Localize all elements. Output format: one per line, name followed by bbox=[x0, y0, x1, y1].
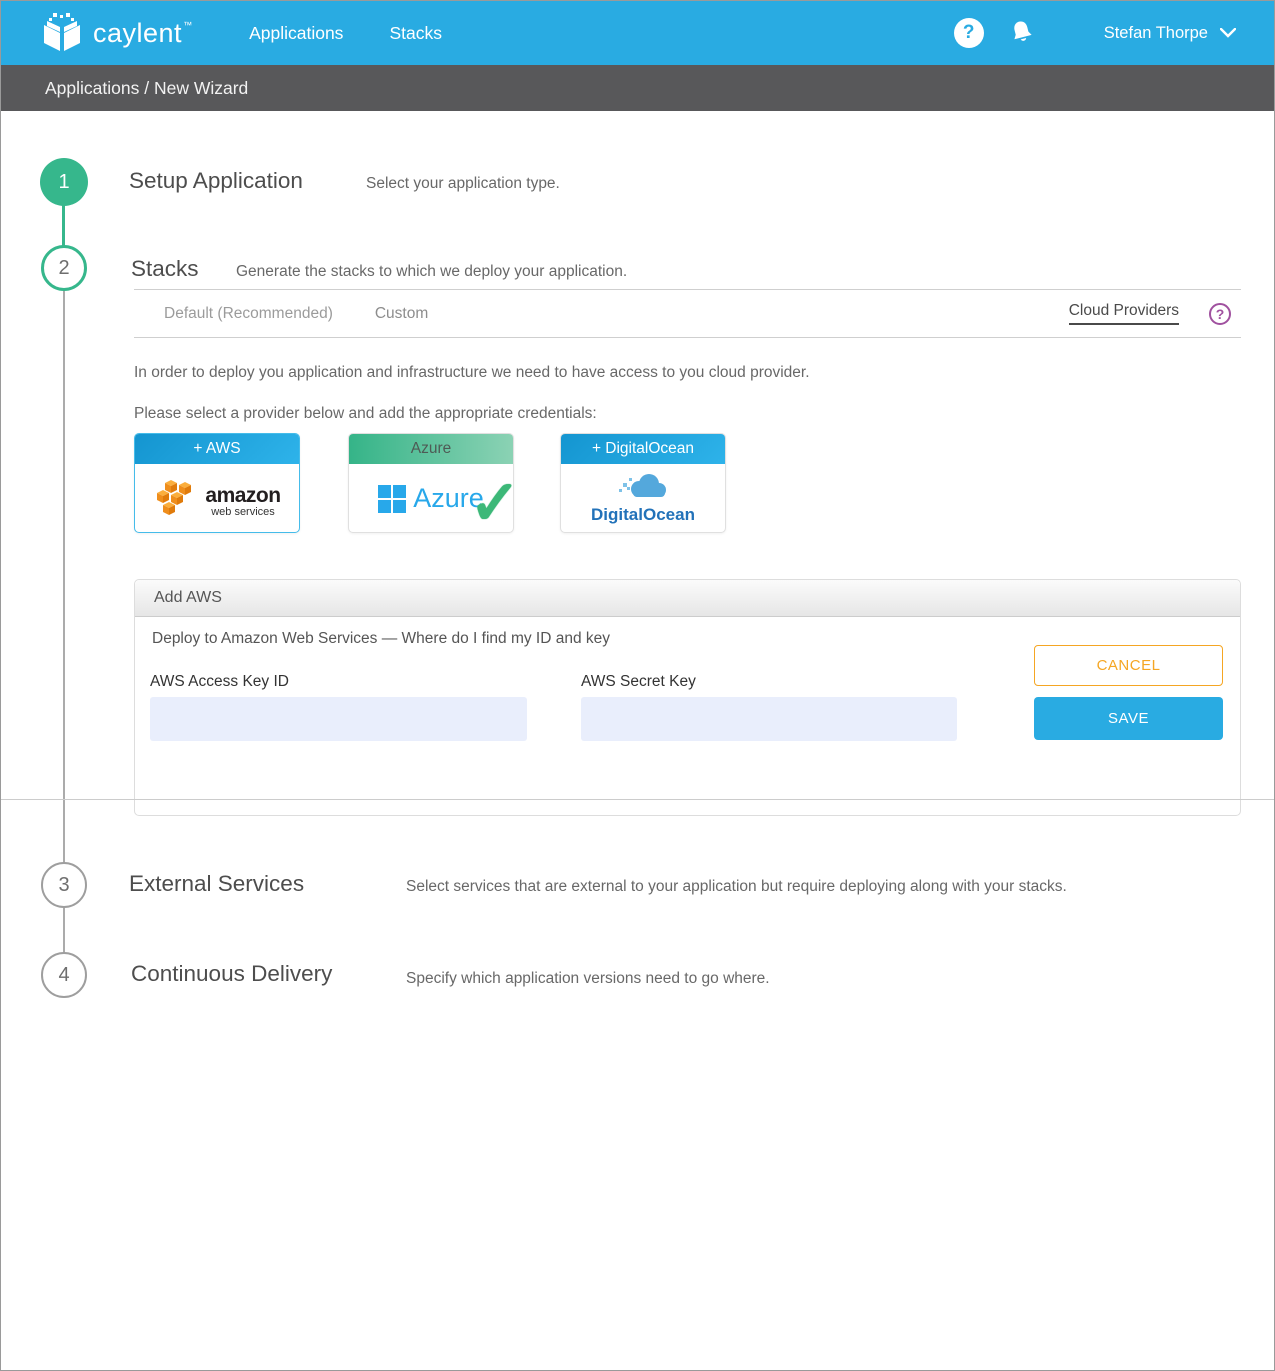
step-2-indicator[interactable]: 2 bbox=[41, 245, 87, 291]
step-3-subtitle: Select services that are external to your application but require deploying along with your stacks. bbox=[406, 878, 1067, 895]
add-aws-panel bbox=[134, 579, 1241, 816]
step-4-subtitle: Specify which application versions need to go where. bbox=[406, 970, 770, 987]
aws-access-key-id-input[interactable] bbox=[150, 697, 527, 741]
amazon-wordmark-sub: web services bbox=[211, 505, 275, 518]
azure-selected-check-icon: ✓ bbox=[469, 469, 521, 538]
nav-applications[interactable]: Applications bbox=[249, 22, 344, 43]
digitalocean-logo bbox=[561, 464, 725, 533]
step-2-title: Stacks bbox=[131, 256, 199, 281]
nav-stacks[interactable]: Stacks bbox=[389, 22, 442, 43]
azure-flag-icon bbox=[378, 485, 406, 513]
chevron-down-icon bbox=[1220, 28, 1236, 38]
topbar-right bbox=[954, 18, 1236, 48]
step-3-title: External Services bbox=[129, 871, 305, 896]
cloud-provider-intro-line2: Please select a provider below and add the appropriate credentials: bbox=[134, 405, 597, 422]
brand bbox=[41, 13, 191, 53]
amazon-cubes-icon bbox=[153, 480, 201, 518]
stacks-tab-bar bbox=[134, 289, 1241, 338]
digitalocean-cloud-icon bbox=[615, 473, 671, 499]
user-name: Stefan Thorpe bbox=[1103, 23, 1208, 42]
user-menu[interactable] bbox=[1104, 24, 1236, 43]
step-2-subtitle: Generate the stacks to which we deploy your application. bbox=[236, 263, 628, 280]
save-button[interactable]: SAVE bbox=[1034, 697, 1223, 740]
provider-card-aws[interactable] bbox=[134, 433, 300, 533]
step-1-subtitle: Select your application type. bbox=[366, 175, 560, 192]
cloud-providers-help-icon[interactable] bbox=[1209, 303, 1231, 325]
wizard-content bbox=[1, 111, 1275, 1371]
help-icon[interactable] bbox=[954, 18, 984, 48]
provider-card-digitalocean[interactable] bbox=[560, 433, 726, 533]
breadcrumb[interactable]: Applications / New Wizard bbox=[45, 77, 249, 98]
caylent-logo-icon bbox=[41, 13, 83, 53]
cloud-provider-intro-line1: In order to deploy you application and infrastructure we need to have access to you cloud provider. bbox=[134, 364, 810, 381]
tab-cloud-providers[interactable]: Cloud Providers bbox=[1069, 302, 1179, 325]
topbar bbox=[1, 1, 1274, 65]
add-aws-description: Deploy to Amazon Web Services — Where do I find my ID and key bbox=[152, 630, 611, 647]
step-1-indicator[interactable]: 1 bbox=[40, 158, 88, 206]
cancel-button[interactable]: CANCEL bbox=[1034, 645, 1223, 686]
digitalocean-wordmark: DigitalOcean bbox=[591, 504, 695, 524]
aws-logo bbox=[135, 464, 299, 533]
aws-access-key-id-label: AWS Access Key ID bbox=[150, 673, 289, 690]
step-4-indicator[interactable]: 4 bbox=[41, 952, 87, 998]
aws-secret-key-label: AWS Secret Key bbox=[581, 673, 696, 690]
add-aws-panel-title: Add AWS bbox=[135, 580, 1240, 617]
breadcrumb-bar bbox=[1, 65, 1274, 111]
provider-card-azure-header: Azure bbox=[349, 434, 513, 464]
provider-card-digitalocean-header: + DigitalOcean bbox=[561, 434, 725, 464]
tab-custom[interactable]: Custom bbox=[374, 304, 429, 322]
notifications-bell-icon[interactable] bbox=[1005, 16, 1039, 50]
provider-card-aws-header: + AWS bbox=[135, 434, 299, 464]
step-4-title: Continuous Delivery bbox=[131, 961, 333, 986]
azure-wordmark: Azure bbox=[413, 483, 484, 513]
brand-trademark: ™ bbox=[183, 20, 193, 30]
tab-default-recommended[interactable]: Default (Recommended) bbox=[164, 304, 333, 322]
question-glyph: ? bbox=[1215, 305, 1225, 322]
step-3-indicator[interactable]: 3 bbox=[41, 862, 87, 908]
help-icon-glyph: ? bbox=[962, 22, 975, 43]
step-1-title: Setup Application bbox=[129, 168, 303, 193]
section-divider bbox=[1, 799, 1275, 800]
aws-secret-key-input[interactable] bbox=[581, 697, 957, 741]
brand-name: caylent bbox=[93, 17, 183, 48]
amazon-wordmark: amazon bbox=[205, 483, 281, 507]
top-navigation bbox=[249, 23, 442, 44]
